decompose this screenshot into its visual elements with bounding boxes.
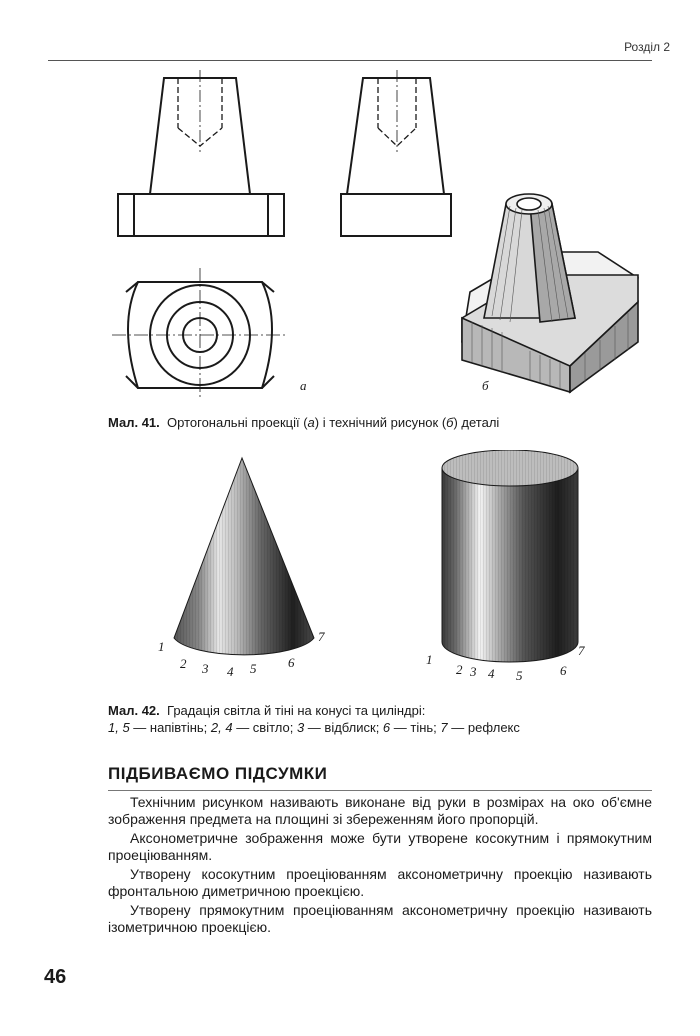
figure-41-caption-text-2: ) і технічний рисунок (	[314, 415, 447, 430]
figure-41-caption-text-1: Ортогональні проекції (	[167, 415, 308, 430]
cylinder-label-2: 2	[456, 662, 463, 677]
section-heading: ПІДБИВАЄМО ПІДСУМКИ	[108, 764, 328, 783]
side-view	[341, 70, 451, 236]
legend-text-4: — тінь;	[390, 720, 441, 735]
figure-41-label-b: б	[482, 378, 489, 393]
technical-drawing	[462, 194, 638, 392]
cone-label-4: 4	[227, 664, 234, 679]
figure-42-caption-title: Градація світла й тіні на конусі та циліндрі:	[167, 703, 426, 718]
legend-text-2: — світло;	[232, 720, 297, 735]
legend-nums-4: 6	[382, 720, 391, 735]
cone-label-3: 3	[202, 661, 209, 676]
figure-41-caption-a: а	[307, 415, 315, 430]
front-view	[118, 70, 284, 236]
summary-paragraph-4: Утворену прямокутним проеціюванням аксонометричну проекцію називають ізометричною проекцією.	[108, 902, 652, 935]
cone-drawing	[174, 458, 314, 655]
top-view	[112, 268, 288, 400]
figure-42-caption	[108, 702, 668, 736]
figure-41-caption-text-3: ) деталі	[453, 415, 500, 430]
cylinder-label-7: 7	[578, 643, 585, 658]
figure-42-caption-number: Мал. 42.	[108, 703, 160, 718]
summary-paragraph-1: Технічним рисунком називають виконане від руки в розмірах на око об'ємне зображення предмета на площині зі збереженням його пропорцій.	[108, 794, 652, 827]
figure-41-caption-number: Мал. 41.	[108, 415, 160, 430]
legend-nums-1: 1, 5	[108, 720, 130, 735]
cone-label-1: 1	[158, 639, 165, 654]
running-head: Розділ 2	[624, 40, 670, 54]
figure-41-label-a: а	[300, 378, 307, 393]
legend-nums-5: 7	[440, 720, 448, 735]
cone-label-7: 7	[318, 629, 325, 644]
legend-text-1: — напівтінь;	[129, 720, 211, 735]
header-rule	[48, 60, 652, 61]
cone-label-2: 2	[180, 656, 187, 671]
legend-text-5: — рефлекс	[447, 720, 520, 735]
cylinder-drawing	[442, 450, 578, 662]
cylinder-label-6: 6	[560, 663, 567, 678]
cylinder-label-5: 5	[516, 668, 523, 683]
cylinder-label-1: 1	[426, 652, 433, 667]
figure-41-caption-b: б	[446, 415, 454, 430]
legend-text-3: — відблиск;	[304, 720, 383, 735]
cone-label-5: 5	[250, 661, 257, 676]
legend-nums-2: 2, 4	[210, 720, 233, 735]
figure-42-legend	[108, 719, 668, 736]
figure-41-caption	[108, 414, 668, 431]
figure-41	[90, 70, 670, 410]
summary-paragraph-3: Утворену косокутним проеціюванням аксонометричну проекцію називають фронтальною диметричною проекцією.	[108, 866, 652, 899]
page-number: 46	[44, 966, 67, 988]
summary-paragraph-2: Аксонометричне зображення може бути утворене косокутним і прямокутним проеціюванням.	[108, 830, 652, 863]
cone-label-6: 6	[288, 655, 295, 670]
legend-nums-3: 3	[296, 720, 305, 735]
cylinder-label-3: 3	[470, 664, 477, 679]
cylinder-label-4: 4	[488, 666, 495, 681]
figure-42	[150, 450, 610, 690]
heading-rule	[108, 790, 652, 791]
